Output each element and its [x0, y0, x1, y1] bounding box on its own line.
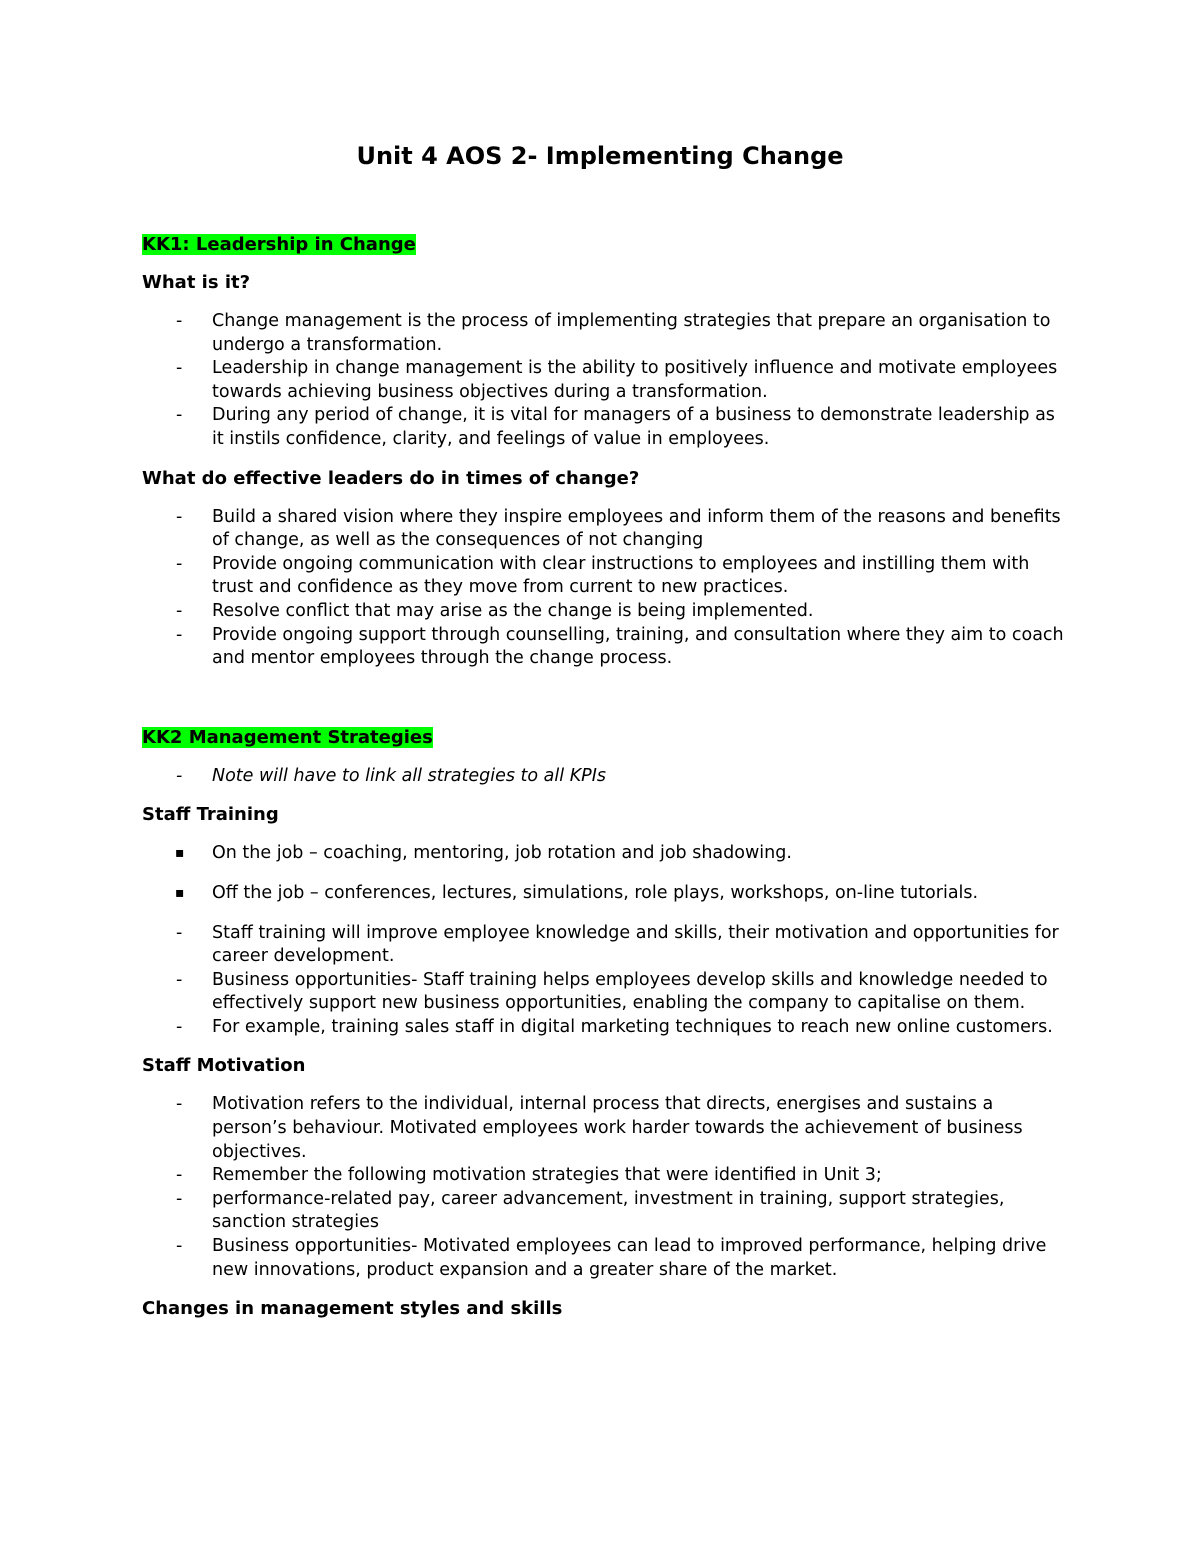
list-item: - performance-related pay, career advancement, investment in training, support strategies, sanction strategies — [142, 1188, 1072, 1235]
staff-motivation-heading: Staff Motivation — [142, 1055, 306, 1077]
list-item: - Change management is the process of implementing strategies that prepare an organisation to undergo a transformation. — [142, 310, 1072, 357]
what-is-it-heading: What is it? — [142, 272, 251, 293]
list-item: - For example, training sales staff in digital marketing techniques to reach new online customers. — [142, 1016, 1072, 1040]
kk1-heading — [142, 233, 1072, 257]
list-item: - Provide ongoing support through counselling, training, and consultation where they aim to coach and mentor employees through the change process. — [142, 624, 1072, 671]
training-types-list — [142, 842, 1072, 905]
staff-training-heading: Staff Training — [142, 804, 279, 826]
list-item: - Build a shared vision where they inspire employees and inform them of the reasons and benefits of change, as well as the consequences of not changing — [142, 506, 1072, 553]
what-is-it-list — [142, 310, 1072, 452]
list-item: - Staff training will improve employee knowledge and skills, their motivation and opportunities for career development. — [142, 922, 1072, 969]
list-item: - During any period of change, it is vital for managers of a business to demonstrate leadership as it instils confidence, clarity, and feelings of value in employees. — [142, 404, 1072, 451]
effective-leaders-heading: What do effective leaders do in times of change? — [142, 467, 640, 489]
kk2-heading — [142, 726, 1072, 750]
document-body — [142, 233, 1072, 1321]
list-item: - Remember the following motivation strategies that were identified in Unit 3; — [142, 1164, 1072, 1188]
staff-motivation-list — [142, 1093, 1072, 1282]
off-the-job-item: ▪ Off the job – conferences, lectures, simulations, role plays, workshops, on-line tutorials. — [142, 882, 1072, 906]
kk2-heading-text: KK2 Management Strategies — [142, 726, 433, 748]
list-item: - Leadership in change management is the ability to positively influence and motivate employees towards achieving business objectives during a transformation. — [142, 357, 1072, 404]
list-item: - Business opportunities- Staff training helps employees develop skills and knowledge needed to effectively support new business opportunities, enabling the company to capitalise on them. — [142, 969, 1072, 1016]
document-title: Unit 4 AOS 2- Implementing Change — [356, 142, 844, 170]
staff-training-list — [142, 922, 1072, 1040]
kk1-heading-text: KK1: Leadership in Change — [142, 234, 416, 255]
list-item: - Business opportunities- Motivated employees can lead to improved performance, helping drive new innovations, product expansion and a greater share of the market. — [142, 1235, 1072, 1282]
effective-leaders-list — [142, 506, 1072, 671]
kk2-note: - Note will have to link all strategies to all KPIs — [142, 765, 1072, 789]
on-the-job-item: ▪ On the job – coaching, mentoring, job rotation and job shadowing. — [142, 842, 1072, 866]
list-item: - Motivation refers to the individual, internal process that directs, energises and sustains a person’s behaviour. Motivated employees work harder towards the achievement of business objectives. — [142, 1093, 1072, 1164]
list-item: - Resolve conflict that may arise as the change is being implemented. — [142, 600, 1072, 624]
kk2-note-list — [142, 765, 1072, 789]
management-styles-heading: Changes in management styles and skills — [142, 1298, 563, 1320]
list-item: - Provide ongoing communication with clear instructions to employees and instilling them with trust and confidence as they move from current to new practices. — [142, 553, 1072, 600]
